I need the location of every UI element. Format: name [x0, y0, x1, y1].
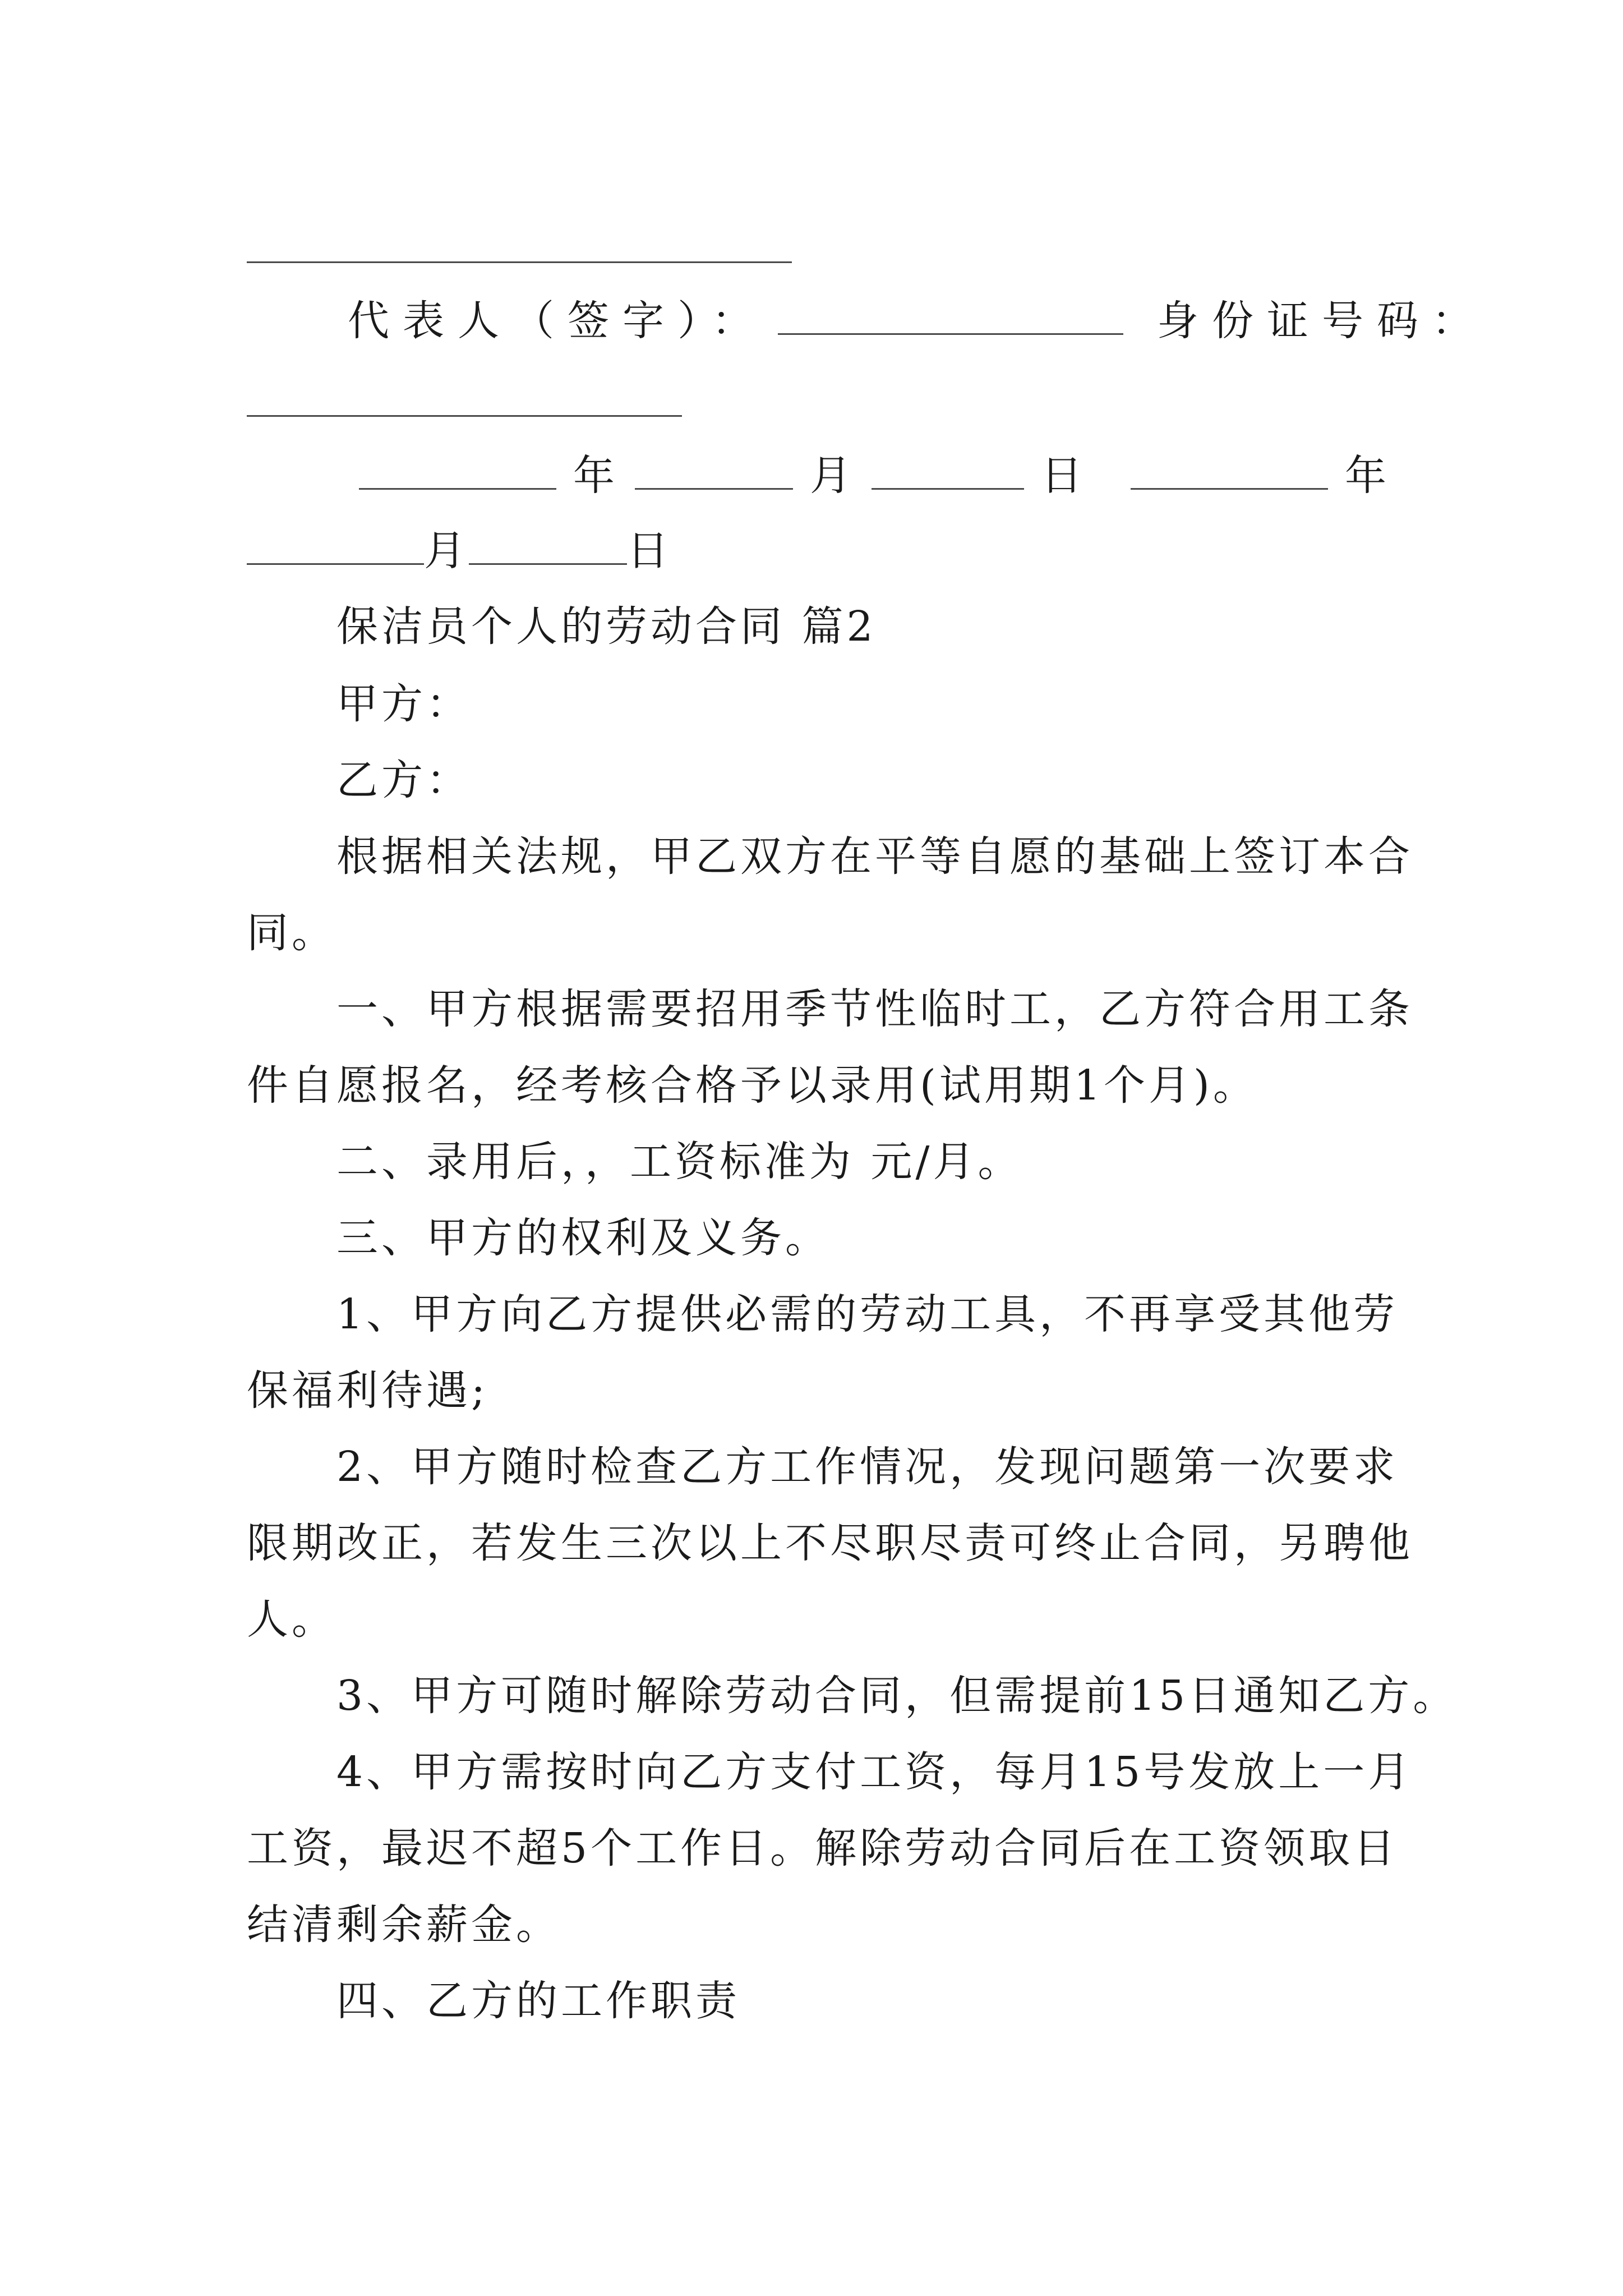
date-row-2 [247, 527, 672, 575]
item-2-line-1: 2、甲方随时检查乙方工作情况，发现问题第一次要求 [336, 1443, 1399, 1491]
intro-paragraph-line-1: 根据相关法规，甲乙双方在平等自愿的基础上签订本合 [336, 832, 1413, 881]
party-b-label: 乙方： [336, 756, 471, 804]
year-label-2: 年 [1345, 452, 1390, 500]
signature-line-top [247, 261, 792, 263]
item-4-line-2: 工资，最迟不超5个工作日。解除劳动合同后在工资领取日 [247, 1824, 1399, 1872]
month-label-2: 月 [424, 527, 469, 575]
day-label-2: 日 [627, 527, 672, 575]
party-a-label: 甲方： [336, 680, 471, 728]
year-blank-1[interactable] [359, 454, 556, 490]
item-2-line-3: 人。 [247, 1595, 336, 1644]
clause-2: 二、录用后，，工资标准为 元/月。 [336, 1138, 1023, 1186]
year-blank-2[interactable] [1131, 454, 1328, 490]
month-blank-2[interactable] [247, 530, 424, 565]
month-blank-1[interactable] [635, 454, 793, 490]
clause-4: 四、乙方的工作职责 [336, 1977, 740, 2025]
intro-paragraph-line-2: 同。 [247, 909, 336, 957]
item-1-line-2: 保福利待遇; [247, 1366, 488, 1415]
id-number-blank[interactable] [247, 415, 682, 417]
item-1-line-1: 1、甲方向乙方提供必需的劳动工具，不再享受其他劳 [336, 1290, 1399, 1338]
clause-1-line-1: 一、甲方根据需要招用季节性临时工，乙方符合用工条 [336, 985, 1413, 1033]
clause-3: 三、甲方的权利及义务。 [336, 1214, 830, 1262]
representative-signature-row [348, 297, 1487, 345]
item-3: 3、甲方可随时解除劳动合同，但需提前15日通知乙方。 [336, 1672, 1458, 1720]
clause-1-line-2: 件自愿报名，经考核合格予以录用(试用期1个月)。 [247, 1061, 1258, 1110]
year-label-1: 年 [573, 452, 618, 500]
representative-signature-blank[interactable] [778, 300, 1123, 335]
id-number-label: 身份证号码： [1157, 297, 1487, 345]
item-2-line-2: 限期改正，若发生三次以上不尽职尽责可终止合同，另聘他 [247, 1519, 1413, 1567]
day-blank-1[interactable] [872, 454, 1024, 490]
item-4-line-3: 结清剩余薪金。 [247, 1901, 561, 1949]
item-4-line-1: 4、甲方需按时向乙方支付工资，每月15号发放上一月 [336, 1748, 1413, 1796]
month-label-1: 月 [810, 452, 855, 500]
day-label-1: 日 [1041, 452, 1086, 500]
day-blank-2[interactable] [469, 530, 627, 565]
contract-heading: 保洁员个人的劳动合同 篇2 [336, 602, 877, 651]
representative-label: 代表人（签字）： [348, 297, 767, 345]
date-row-1 [359, 452, 1390, 500]
